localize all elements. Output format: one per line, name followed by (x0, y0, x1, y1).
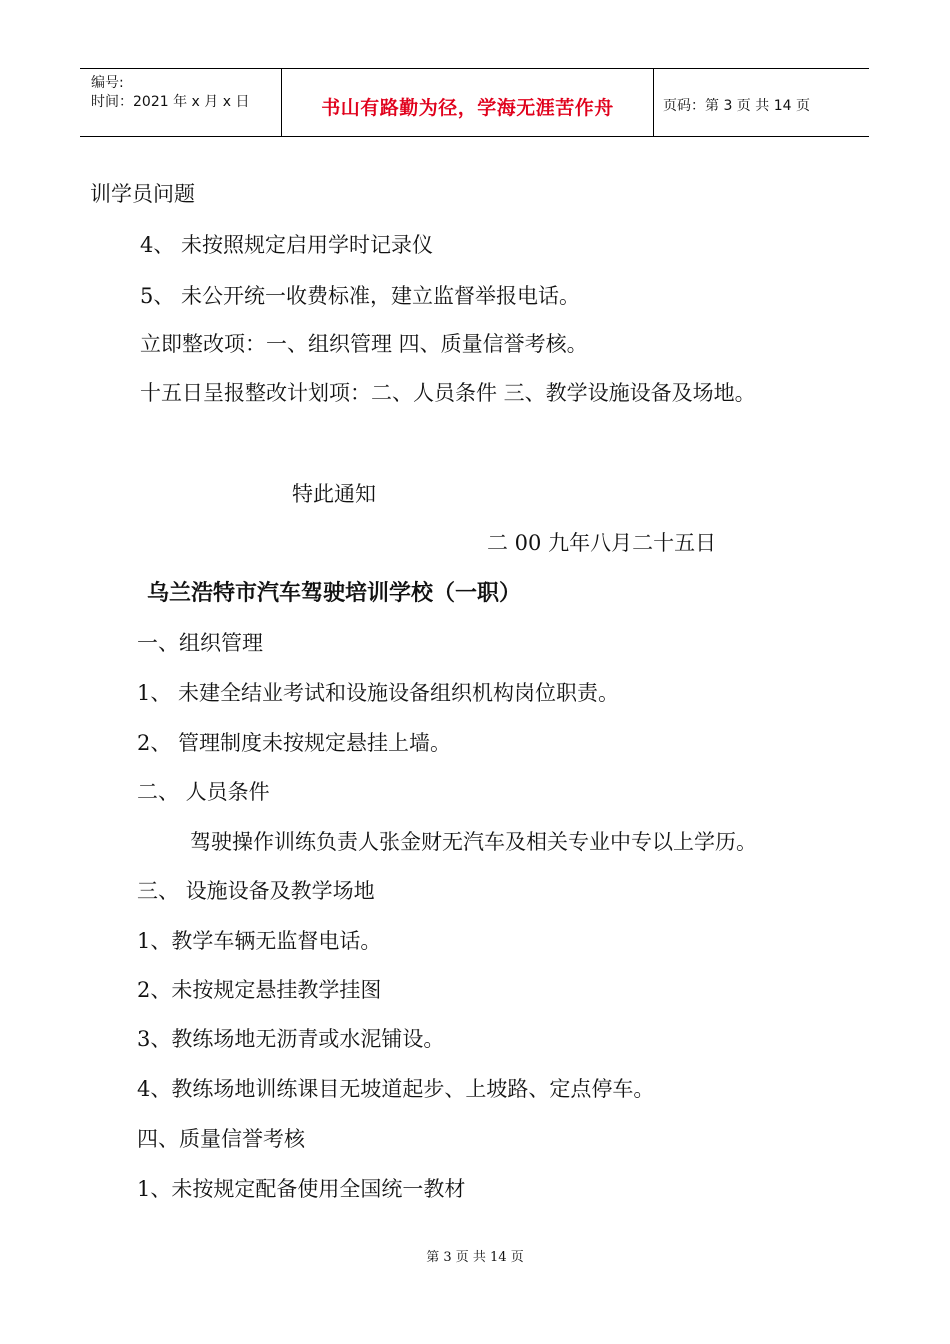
section-quality: 四、质量信誉考核 (137, 1127, 305, 1151)
facility-item-4: 4、教练场地训练课目无坡道起步、上坡路、定点停车。 (137, 1077, 655, 1101)
header-middle-cell (282, 69, 654, 136)
quality-item-1: 1、未按规定配备使用全国统一教材 (137, 1177, 466, 1201)
page-header (80, 68, 869, 137)
body-line-item-4: 4、 未按照规定启用学时记录仪 (140, 233, 434, 257)
section-facilities: 三、 设施设备及教学场地 (137, 879, 375, 903)
org-item-2: 2、 管理制度未按规定悬挂上墙。 (137, 731, 452, 755)
personnel-item: 驾驶操作训练负责人张金财无汽车及相关专业中专以上学历。 (190, 830, 757, 854)
body-line-item-5: 5、 未公开统一收费标准，建立监督举报电话。 (140, 284, 581, 308)
header-left-cell (80, 69, 282, 136)
header-motto: 书山有路勤为径，学海无涯苦作舟 (321, 97, 614, 119)
facility-item-3: 3、教练场地无沥青或水泥铺设。 (137, 1027, 445, 1051)
section-organization: 一、组织管理 (137, 631, 263, 655)
facility-item-1: 1、教学车辆无监督电话。 (137, 929, 382, 953)
document-date-label: 时间：2021 年 x 月 x 日 (91, 94, 250, 110)
notice-closing: 特此通知 (292, 482, 376, 506)
body-line-immediate-rectification: 立即整改项：一、组织管理 四、质量信誉考核。 (140, 332, 588, 356)
document-number-label: 编号: (91, 75, 124, 91)
section-personnel: 二、 人员条件 (137, 780, 270, 804)
page-footer: 第 3 页 共 14 页 (426, 1250, 524, 1265)
body-line-continuation: 训学员问题 (90, 182, 195, 206)
header-page-info: 页码：第 3 页 共 14 页 (663, 98, 810, 114)
facility-item-2: 2、未按规定悬挂教学挂图 (137, 978, 382, 1002)
notice-date: 二 00 九年八月二十五日 (487, 531, 717, 555)
school-title: 乌兰浩特市汽车驾驶培训学校（一职） (147, 580, 522, 606)
header-right-cell (654, 69, 869, 136)
body-line-fifteen-day-plan: 十五日呈报整改计划项：二、人员条件 三、教学设施设备及场地。 (140, 381, 756, 405)
org-item-1: 1、 未建全结业考试和设施设备组织机构岗位职责。 (137, 681, 620, 705)
